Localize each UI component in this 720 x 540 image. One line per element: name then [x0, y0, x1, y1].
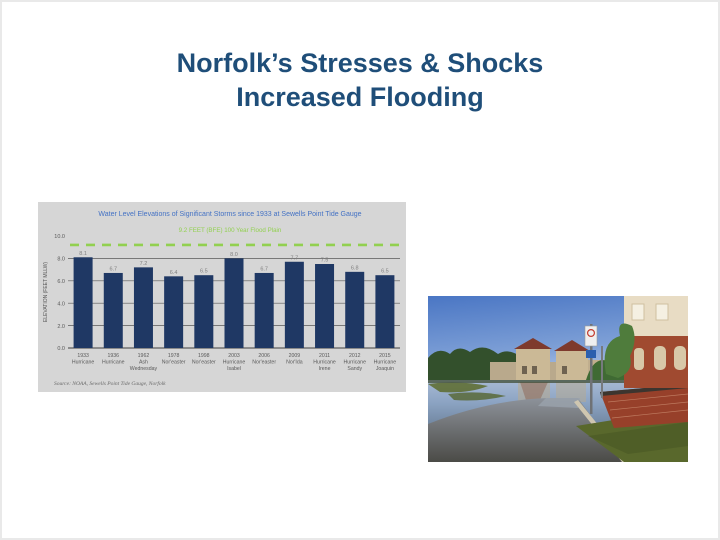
x-tick-label: 1998: [198, 353, 210, 359]
bar-value-label: 7.5: [320, 257, 329, 264]
photo-window: [562, 366, 567, 374]
slide-title-line2: Increased Flooding: [236, 82, 484, 112]
bar-value-label: 6.8: [350, 265, 359, 272]
bar-value-label: 8.0: [230, 251, 238, 258]
x-tick-label: 2003: [228, 353, 240, 359]
flood-photo: [428, 296, 688, 462]
x-tick-label: 1933: [77, 353, 89, 359]
x-tick-label: Hurricane: [373, 359, 397, 366]
photo-arched-window: [634, 348, 644, 370]
bar: [194, 275, 213, 348]
bar-value-label: 6.5: [199, 268, 208, 275]
bar: [134, 267, 153, 348]
bar-value-label: 6.7: [260, 266, 269, 273]
x-tick-label: 1978: [167, 353, 180, 359]
y-tick-label: 8.0: [57, 256, 65, 263]
bar: [345, 272, 364, 348]
slide-title: [0, 46, 720, 114]
photo-window-upper2: [656, 304, 668, 320]
x-tick-label: Nor'easter: [161, 359, 186, 366]
photo-window-upper: [632, 304, 644, 320]
x-tick-label: Nor'easter: [191, 359, 216, 366]
photo-arched-window2: [654, 346, 666, 370]
chart-title: Water Level Elevations of Significant Storms since 1933 at Sewells Point Tide Gauge: [98, 211, 362, 218]
x-tick-label: Isabel: [227, 366, 241, 372]
threshold-label: 9.2 FEET (BFE) 100 Year Flood Plain: [178, 227, 282, 234]
x-tick-label: 2011: [318, 353, 331, 359]
y-tick-label: 10.0: [54, 234, 65, 241]
x-tick-label: Nor'easter: [252, 359, 277, 366]
x-tick-label: 2006: [258, 353, 270, 359]
x-tick-label: Joaquin: [375, 366, 394, 372]
x-tick-label: Hurricane: [102, 359, 125, 366]
x-tick-label: Hurricane: [71, 359, 95, 366]
bar: [375, 275, 394, 348]
bar: [315, 264, 334, 348]
source-note: Source: NOAA, Sewells Point Tide Gauge, Norfolk: [54, 381, 166, 387]
bar: [285, 262, 304, 348]
photo-shoreline: [428, 380, 652, 383]
flood-photo-image: [428, 296, 688, 462]
x-tick-label: Hurricane: [343, 359, 366, 366]
y-tick-label: 6.0: [57, 279, 65, 285]
x-tick-label: Nor'Ida: [286, 359, 303, 366]
photo-building-right-tower: [556, 350, 588, 380]
x-tick-label: 2012: [348, 353, 361, 359]
x-tick-label: Ash: [138, 359, 148, 366]
photo-window: [522, 366, 527, 374]
x-tick-label: 2015: [379, 353, 391, 359]
photo-arched-window3: [674, 346, 686, 370]
x-tick-label: 2009: [288, 353, 301, 359]
x-tick-label: Wednesday: [129, 366, 158, 372]
y-axis-title: ELEVATION (FEET MLLW): [43, 261, 49, 323]
photo-sign-blue: [586, 350, 596, 358]
x-tick-label: 1962: [137, 353, 150, 359]
bar-value-label: 6.7: [109, 266, 118, 273]
x-tick-label: Sandy: [347, 366, 363, 372]
x-tick-label: Hurricane: [313, 359, 336, 366]
bar-chart-canvas: [38, 202, 406, 392]
photo-sign-pole2: [601, 346, 603, 398]
photo-building-left-tower: [516, 348, 550, 380]
x-tick-label: Hurricane: [222, 359, 246, 366]
bar: [164, 276, 183, 348]
bar-value-label: 6.5: [381, 268, 389, 275]
y-tick-label: 2.0: [57, 323, 65, 330]
bar: [225, 258, 244, 348]
bar: [74, 257, 93, 348]
bar-value-label: 8.1: [79, 250, 87, 257]
y-tick-label: 4.0: [57, 301, 65, 308]
bar: [255, 273, 274, 348]
y-tick-label: 0.0: [57, 346, 65, 353]
bar-value-label: 7.2: [139, 260, 148, 267]
storm-water-level-chart: [38, 202, 406, 392]
bar-value-label: 6.4: [169, 269, 178, 276]
bar: [104, 273, 123, 348]
slide-title-line1: Norfolk’s Stresses & Shocks: [176, 48, 544, 78]
x-tick-label: 1936: [107, 353, 120, 359]
x-tick-label: Irene: [318, 366, 331, 372]
bar-value-label: 7.7: [290, 255, 299, 262]
photo-building-joint: [550, 362, 556, 380]
photo-window: [532, 366, 537, 374]
